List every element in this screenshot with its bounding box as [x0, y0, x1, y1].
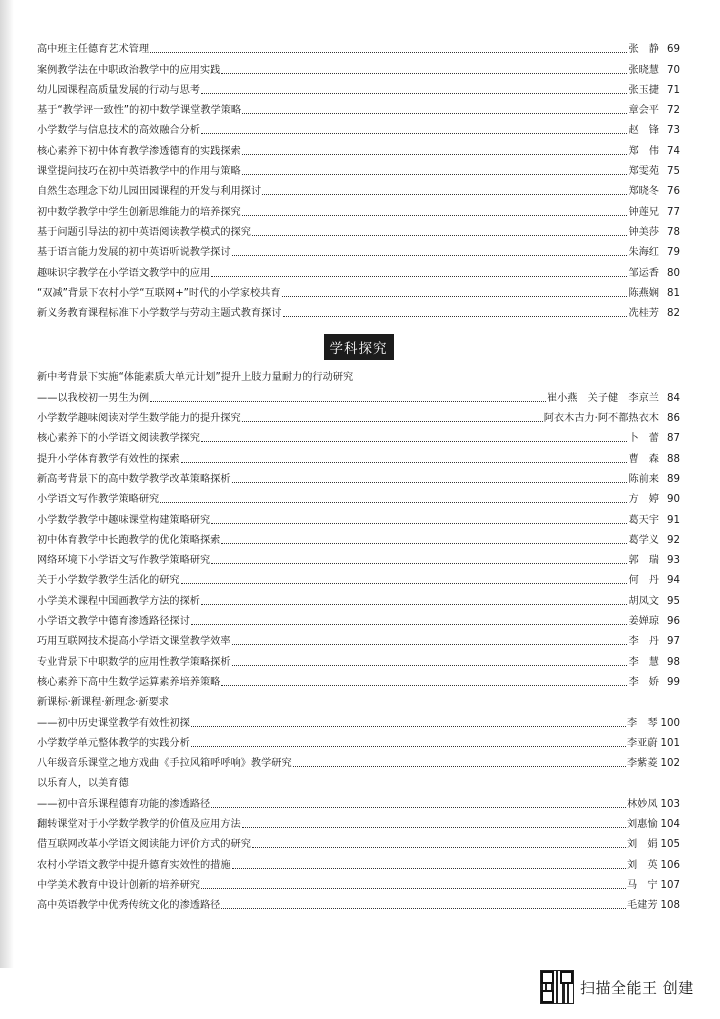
- toc-entry: [37, 730, 680, 750]
- toc-entry-title: “双减”背景下农村小学“互联网+”时代的小学家校共育: [37, 287, 281, 299]
- table-of-contents: [37, 36, 680, 912]
- toc-entry: [37, 892, 680, 912]
- toc-entry-author: 张玉捷: [628, 84, 659, 96]
- qr-code-icon: [540, 970, 574, 1004]
- toc-entry-author: 陈燕娴: [628, 287, 659, 299]
- toc-entry-page: 103: [660, 798, 680, 810]
- scan-edge-shadow: [0, 0, 14, 968]
- toc-entry: [37, 77, 680, 97]
- toc-entry-title: 小学数学教学中趣味课堂构建策略研究: [37, 514, 211, 526]
- toc-entry: [37, 811, 680, 831]
- toc-entry: [37, 56, 680, 76]
- dot-leader: [242, 421, 543, 422]
- toc-entry-author: 李 琴: [626, 717, 658, 729]
- toc-entry-title: ——初中音乐课程德育功能的渗透路径: [37, 798, 211, 810]
- dot-leader: [201, 888, 626, 889]
- dot-leader: [242, 113, 627, 114]
- toc-entry: [37, 872, 680, 892]
- toc-entry-page: 107: [660, 879, 680, 891]
- toc-entry: [37, 506, 680, 526]
- toc-entry-title: 中学美术教育中设计创新的培养研究: [37, 879, 200, 891]
- toc-entry-page: 72: [667, 105, 680, 117]
- toc-entry-author: 朱海红: [628, 247, 659, 259]
- toc-entry-title: 以乐育人，以美育德: [37, 778, 129, 790]
- toc-entry-title: 小学数学趣味阅读对学生数学能力的提升探究: [37, 413, 241, 425]
- toc-entry: [37, 587, 680, 607]
- toc-entry-author: 葛学义: [628, 534, 659, 546]
- toc-entry-title: 高中英语教学中优秀传统文化的渗透路径: [37, 900, 221, 912]
- toc-entry-page: 77: [667, 206, 680, 218]
- toc-entry-title: 自然生态理念下幼儿园田园课程的开发与利用探讨: [37, 186, 262, 198]
- dot-leader: [181, 583, 628, 584]
- toc-entry-page: 101: [660, 737, 680, 749]
- toc-entry-title: 初中体育教学中长跑教学的优化策略探索: [37, 534, 221, 546]
- toc-entry-author: 郑 伟: [628, 145, 659, 157]
- toc-entry-title: 小学语文写作教学策略研究: [37, 494, 160, 506]
- toc-entry-author: 钟莲兄: [628, 206, 659, 218]
- dot-leader: [191, 624, 628, 625]
- toc-entry: [37, 198, 680, 218]
- dot-leader: [191, 726, 626, 727]
- toc-entry: [37, 770, 680, 790]
- toc-entry-title: 高中班主任德育艺术管理: [37, 44, 150, 56]
- section-heading-wrap: [37, 320, 680, 364]
- toc-entry-page: 97: [667, 636, 680, 648]
- toc-entry-title: 小学美术课程中国画教学方法的探析: [37, 595, 200, 607]
- toc-entry-author: 何 丹: [628, 575, 659, 587]
- toc-entry: [37, 259, 680, 279]
- toc-entry-title: 核心素养下初中体育教学渗透德育的实践探索: [37, 145, 241, 157]
- toc-entry-title: 基于语言能力发展的初中英语听说教学探讨: [37, 247, 231, 259]
- toc-entry-author: 李 丹: [628, 636, 659, 648]
- toc-entry: [37, 709, 680, 729]
- toc-entry-author: 刘惠愉: [626, 818, 658, 830]
- toc-entry-title: 新义务教育课程标准下小学数学与劳动主题式教育探讨: [37, 308, 282, 320]
- toc-entry: [37, 689, 680, 709]
- toc-entry-author: 张 静: [628, 44, 659, 56]
- toc-entry: [37, 486, 680, 506]
- toc-entry-title: 专业背景下中职数学的应用性教学策略探析: [37, 656, 231, 668]
- toc-entry-title: 课堂提问技巧在初中英语教学中的作用与策略: [37, 166, 241, 178]
- toc-entry-author: 毛建芳: [626, 900, 658, 912]
- toc-entry-author: 张晓慧: [628, 64, 659, 76]
- toc-entry-title: 新课标·新课程·新理念·新要求: [37, 697, 169, 709]
- dot-leader: [242, 174, 628, 175]
- toc-entry: [37, 628, 680, 648]
- toc-entry-page: 78: [667, 226, 680, 238]
- toc-entry: [37, 300, 680, 320]
- toc-entry: [37, 239, 680, 259]
- dot-leader: [252, 235, 628, 236]
- toc-entry-page: 92: [667, 534, 680, 546]
- dot-leader: [181, 462, 628, 463]
- dot-leader: [191, 746, 626, 747]
- toc-entry-title: 关于小学数学教学生活化的研究: [37, 575, 180, 587]
- toc-entry-page: 93: [667, 555, 680, 567]
- toc-entry: [37, 648, 680, 668]
- toc-entry-title: 核心素养下的小学语文阅读教学探究: [37, 433, 200, 445]
- toc-entry-page: 81: [667, 287, 680, 299]
- dot-leader: [221, 543, 627, 544]
- toc-entry: [37, 137, 680, 157]
- toc-entry-author: 郭 瑞: [628, 555, 659, 567]
- toc-entry: [37, 36, 680, 56]
- toc-list-top: [37, 36, 680, 320]
- dot-leader: [221, 685, 627, 686]
- toc-entry-author: 李紫菱: [626, 758, 658, 770]
- toc-entry-page: 89: [667, 473, 680, 485]
- toc-entry: [37, 608, 680, 628]
- toc-entry-title: 趣味识字教学在小学语文教学中的应用: [37, 267, 211, 279]
- dot-leader: [160, 502, 627, 503]
- dot-leader: [232, 482, 628, 483]
- toc-entry-page: 75: [667, 166, 680, 178]
- toc-entry-page: 106: [660, 859, 680, 871]
- toc-entry-author: 崔小燕 关子健 李京兰: [546, 392, 659, 404]
- section-heading: 学科探究: [324, 334, 394, 360]
- toc-entry-author: 章会平: [628, 105, 659, 117]
- toc-entry: [37, 547, 680, 567]
- toc-entry-page: 90: [667, 494, 680, 506]
- toc-entry-author: 方 婷: [628, 494, 659, 506]
- toc-entry-author: 李 娇: [628, 676, 659, 688]
- toc-entry-title: 小学数学单元整体教学的实践分析: [37, 737, 190, 749]
- dot-leader: [150, 401, 546, 402]
- toc-entry-title: 农村小学语文教学中提升德育实效性的措施: [37, 859, 231, 871]
- dot-leader: [252, 847, 626, 848]
- toc-entry-author: 曹 森: [628, 453, 659, 465]
- dot-leader: [242, 827, 626, 828]
- dot-leader: [221, 73, 627, 74]
- toc-entry-page: 102: [660, 758, 680, 770]
- toc-entry: [37, 445, 680, 465]
- toc-entry-title: ——以我校初一男生为例: [37, 392, 150, 404]
- toc-entry-page: 74: [667, 145, 680, 157]
- toc-entry: [37, 831, 680, 851]
- toc-entry: [37, 851, 680, 871]
- toc-entry: [37, 750, 680, 770]
- toc-entry-page: 88: [667, 453, 680, 465]
- toc-entry-title: 核心素养下高中生数学运算素养培养策略: [37, 676, 221, 688]
- toc-entry-page: 71: [667, 84, 680, 96]
- toc-entry-author: 刘 娟: [626, 839, 658, 851]
- toc-entry-title: 案例教学法在中职政治教学中的应用实践: [37, 64, 221, 76]
- toc-entry-author: 卜 蕾: [628, 433, 659, 445]
- toc-entry-page: 95: [667, 595, 680, 607]
- toc-entry-author: 阿衣木古力·阿不都热衣木: [543, 413, 659, 425]
- toc-entry-author: 钟美莎: [628, 226, 659, 238]
- toc-entry-title: 八年级音乐课堂之地方戏曲《手拉风箱呼呼响》教学研究: [37, 758, 292, 770]
- dot-leader: [150, 52, 627, 53]
- toc-entry-page: 73: [667, 125, 680, 137]
- dot-leader: [232, 868, 626, 869]
- dot-leader: [232, 665, 628, 666]
- dot-leader: [221, 908, 626, 909]
- toc-entry: [37, 97, 680, 117]
- toc-entry-page: 96: [667, 616, 680, 628]
- toc-entry-title: 翻转课堂对于小学数学教学的价值及应用方法: [37, 818, 241, 830]
- dot-leader: [211, 563, 627, 564]
- toc-entry-title: 借互联网改革小学语文阅读能力评价方式的研究: [37, 839, 251, 851]
- toc-entry-page: 82: [667, 308, 680, 320]
- toc-entry: [37, 384, 680, 404]
- toc-entry-page: 76: [667, 186, 680, 198]
- toc-entry: [37, 158, 680, 178]
- toc-entry-page: 94: [667, 575, 680, 587]
- toc-entry-author: 马 宁: [626, 879, 658, 891]
- toc-entry: [37, 280, 680, 300]
- toc-entry-page: 80: [667, 267, 680, 279]
- toc-entry-author: 陈前来: [628, 473, 659, 485]
- toc-entry-page: 100: [660, 717, 680, 729]
- toc-entry-title: 幼儿园课程高质量发展的行动与思考: [37, 84, 200, 96]
- dot-leader: [242, 154, 628, 155]
- dot-leader: [283, 316, 628, 317]
- toc-entry-title: 初中数学教学中学生创新思维能力的培养探究: [37, 206, 241, 218]
- toc-entry-title: 新中考背景下实施“体能素质大单元计划”提升上肢力量耐力的行动研究: [37, 372, 354, 384]
- toc-entry-title: 小学数学与信息技术的高效融合分析: [37, 125, 200, 137]
- toc-entry-author: 胡凤文: [628, 595, 659, 607]
- toc-entry-page: 69: [667, 44, 680, 56]
- toc-entry: [37, 117, 680, 137]
- toc-entry-author: 葛天宇: [628, 514, 659, 526]
- dot-leader: [201, 604, 627, 605]
- watermark-text: 扫描全能王 创建: [580, 978, 694, 997]
- toc-entry-title: 提升小学体育教学有效性的探索: [37, 453, 180, 465]
- toc-entry-page: 91: [667, 514, 680, 526]
- toc-entry-page: 98: [667, 656, 680, 668]
- toc-entry-title: ——初中历史课堂教学有效性初探: [37, 717, 190, 729]
- toc-entry-title: 巧用互联网技术提高小学语文课堂教学效率: [37, 636, 231, 648]
- toc-entry: [37, 527, 680, 547]
- toc-entry-author: 郑晓冬: [628, 186, 659, 198]
- toc-entry-page: 70: [667, 64, 680, 76]
- dot-leader: [232, 644, 628, 645]
- toc-entry-page: 108: [660, 900, 680, 912]
- scanner-watermark: [540, 970, 694, 1004]
- dot-leader: [262, 194, 627, 195]
- toc-entry-page: 79: [667, 247, 680, 259]
- toc-entry-title: 基于问题引导法的初中英语阅读教学模式的探究: [37, 226, 251, 238]
- toc-entry: [37, 219, 680, 239]
- toc-entry: [37, 364, 680, 384]
- toc-entry-author: 林妙凤: [626, 798, 658, 810]
- toc-entry-author: 李 慧: [628, 656, 659, 668]
- toc-entry-page: 105: [660, 839, 680, 851]
- dot-leader: [211, 276, 627, 277]
- toc-entry-page: 99: [667, 676, 680, 688]
- toc-entry-author: 刘 英: [626, 859, 658, 871]
- dot-leader: [242, 215, 628, 216]
- toc-list-bottom: [37, 364, 680, 912]
- toc-entry: [37, 405, 680, 425]
- dot-leader: [201, 441, 627, 442]
- toc-entry-title: 基于“教学评一致性”的初中数学课堂教学策略: [37, 105, 242, 117]
- toc-entry-author: 李亚蔚: [626, 737, 658, 749]
- toc-entry-title: 新高考背景下的高中数学教学改革策略探析: [37, 473, 231, 485]
- toc-entry-title: 网络环境下小学语文写作教学策略研究: [37, 555, 211, 567]
- toc-entry-author: 姜婵琼: [628, 616, 659, 628]
- toc-entry-page: 84: [667, 392, 680, 404]
- dot-leader: [201, 133, 627, 134]
- toc-entry: [37, 669, 680, 689]
- toc-entry: [37, 178, 680, 198]
- dot-leader: [201, 93, 627, 94]
- toc-entry-page: 86: [667, 413, 680, 425]
- toc-entry: [37, 567, 680, 587]
- dot-leader: [211, 523, 627, 524]
- toc-entry-page: 104: [660, 818, 680, 830]
- toc-entry-title: 小学语文教学中德育渗透路径探讨: [37, 616, 190, 628]
- toc-entry-author: 赵 锋: [628, 125, 659, 137]
- toc-entry-page: 87: [667, 433, 680, 445]
- dot-leader: [282, 296, 628, 297]
- toc-entry: [37, 425, 680, 445]
- toc-entry-author: 郑雯苑: [628, 166, 659, 178]
- toc-entry-author: 冼桂芳: [628, 308, 659, 320]
- dot-leader: [232, 255, 628, 256]
- toc-entry: [37, 466, 680, 486]
- dot-leader: [211, 807, 626, 808]
- dot-leader: [293, 766, 626, 767]
- toc-entry-author: 邹运香: [628, 267, 659, 279]
- toc-entry: [37, 790, 680, 810]
